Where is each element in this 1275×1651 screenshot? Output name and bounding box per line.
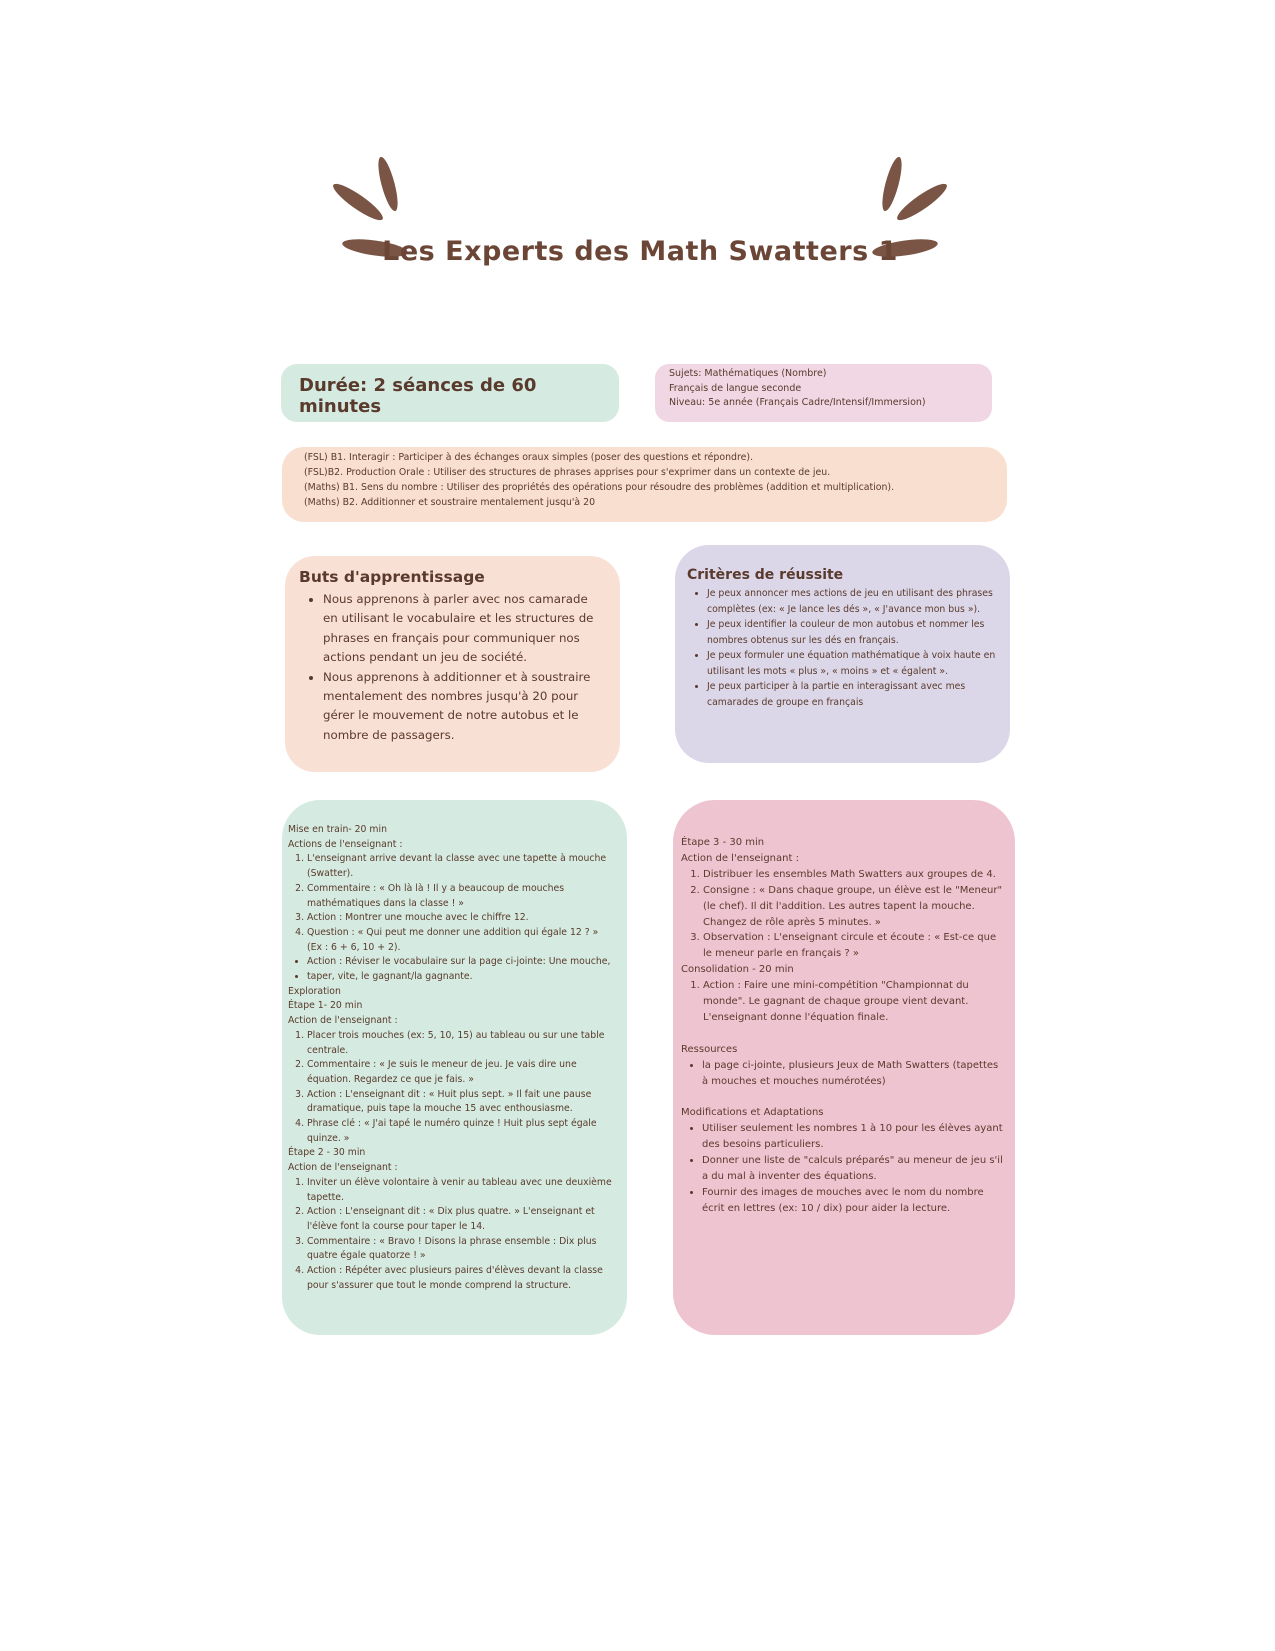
curriculum-expectations-box: [282, 447, 1007, 522]
expectation-line: (FSL) B1. Interagir : Participer à des échanges oraux simples (poser des questions et répondre).: [304, 452, 754, 463]
step3-item: 2. Consigne : « Dans chaque groupe, un élève est le "Meneur" (le chef). Il dit l'addition. Les autres tapent la mouche. Changez de rôle après 5 minutes. »: [703, 883, 1003, 931]
warmup-vocab-item: • taper, vite, le gagnant/la gagnante.: [307, 970, 615, 985]
warmup-vocab-list: [288, 955, 615, 984]
success-criteria-item: • Je peux identifier la couleur de mon autobus et nommer les nombres obtenus sur les dés en français.: [707, 617, 1000, 648]
consolidation-title: Consolidation - 20 min: [681, 964, 794, 976]
expectation-line: (Maths) B2. Additionner et soustraire mentalement jusqu'à 20: [304, 497, 596, 508]
consolidation-list: [681, 978, 1003, 1026]
expectation-line: (Maths) B1. Sens du nombre : Utiliser des propriétés des opérations pour résoudre des problèmes (addition et multiplication).: [304, 482, 895, 493]
modifications-title: Modifications et Adaptations: [681, 1107, 824, 1119]
success-criteria-box: [675, 545, 1010, 763]
step2-list: [288, 1176, 615, 1294]
learning-goals-box: [285, 556, 620, 772]
section-spacer: [681, 1089, 1003, 1105]
step2-item: 3. Commentaire : « Bravo ! Disons la phrase ensemble : Dix plus quatre égale quatorze ! »: [307, 1235, 615, 1264]
warmup-step: 1. L'enseignant arrive devant la classe avec une tapette à mouche (Swatter).: [307, 852, 615, 881]
step1-item: 1. Placer trois mouches (ex: 5, 10, 15) au tableau ou sur une table centrale.: [307, 1029, 615, 1058]
exploration-title: Exploration: [288, 985, 341, 997]
step3-item: 3. Observation : L'enseignant circule et écoute : « Est-ce que le meneur parle en français ? »: [703, 930, 1003, 962]
expectation-line: (FSL)B2. Production Orale : Utiliser des structures de phrases apprises pour s'exprimer dans un contexte de jeu.: [304, 467, 831, 478]
warmup-exploration-box: [282, 800, 627, 1335]
subject-line: Sujets: Mathématiques (Nombre): [669, 368, 827, 379]
step1-item: 2. Commentaire : « Je suis le meneur de jeu. Je vais dire une équation. Regardez ce que je fais. »: [307, 1058, 615, 1087]
step1-item: 3. Action : L'enseignant dit : « Huit plus sept. » Il fait une pause dramatique, puis tape la mouche 15 avec enthousiasme.: [307, 1088, 615, 1117]
learning-goals-heading: Buts d'apprentissage: [299, 568, 485, 586]
modifications-list: [681, 1121, 1003, 1216]
resources-title: Ressources: [681, 1043, 738, 1055]
step2-actions-label: Action de l'enseignant :: [288, 1162, 398, 1174]
section-spacer: [681, 1026, 1003, 1042]
step1-list: [288, 1029, 615, 1147]
step2-item: 4. Action : Répéter avec plusieurs paires d'élèves devant la classe pour s'assurer que tout le monde comprend la structure.: [307, 1264, 615, 1293]
success-criteria-item: • Je peux annoncer mes actions de jeu en utilisant des phrases complètes (ex: « Je lance les dés », « J'avance mon bus »).: [707, 586, 1000, 617]
subjects-box: [655, 364, 992, 422]
warmup-vocab-item: • Action : Réviser le vocabulaire sur la page ci-jointe: Une mouche,: [307, 955, 615, 970]
step1-actions-label: Action de l'enseignant :: [288, 1015, 398, 1027]
warmup-step: 3. Action : Montrer une mouche avec le chiffre 12.: [307, 911, 615, 926]
learning-goals-list: [299, 590, 606, 745]
warmup-step: 2. Commentaire : « Oh là là ! Il y a beaucoup de mouches mathématiques dans la classe ! »: [307, 882, 615, 911]
learning-goal-item: • Nous apprenons à additionner et à soustraire mentalement des nombres jusqu'à 20 pour gérer le mouvement de notre autobus et le nombre de passagers.: [323, 668, 606, 746]
success-criteria-item: • Je peux formuler une équation mathématique à voix haute en utilisant les mots « plus », « moins » et « égalent ».: [707, 648, 1000, 679]
modifications-item: • Fournir des images de mouches avec le nom du nombre écrit en lettres (ex: 10 / dix) pour aider la lecture.: [702, 1185, 1003, 1217]
modifications-item: • Donner une liste de "calculs préparés" au meneur de jeu s'il a du mal à inventer des équations.: [702, 1153, 1003, 1185]
success-criteria-item: • Je peux participer à la partie en interagissant avec mes camarades de groupe en français: [707, 679, 1000, 710]
subject-line: Niveau: 5e année (Français Cadre/Intensif/Immersion): [669, 397, 926, 408]
sun-rays-icon: [300, 150, 980, 290]
success-criteria-heading: Critères de réussite: [687, 567, 844, 583]
step1-title: Étape 1- 20 min: [288, 1000, 363, 1012]
resources-list: [681, 1058, 1003, 1090]
step2-item: 1. Inviter un élève volontaire à venir au tableau avec une deuxième tapette.: [307, 1176, 615, 1205]
step3-title: Étape 3 - 30 min: [681, 837, 765, 848]
step3-item: 1. Distribuer les ensembles Math Swatters aux groupes de 4.: [703, 867, 1003, 883]
consolidation-item: 1. Action : Faire une mini-compétition "Championnat du monde". Le gagnant de chaque groupe vient devant. L'enseignant donne l'équation finale.: [703, 978, 1003, 1026]
resources-item: • la page ci-jointe, plusieurs Jeux de Math Swatters (tapettes à mouches et mouches numérotées): [702, 1058, 1003, 1090]
step3-list: [681, 867, 1003, 962]
step1-item: 4. Phrase clé : « J'ai tapé le numéro quinze ! Huit plus sept égale quinze. »: [307, 1117, 615, 1146]
page-title: Les Experts des Math Swatters 1: [382, 236, 898, 267]
duration-box: Durée: 2 séances de 60 minutes: [281, 364, 619, 422]
learning-goal-item: • Nous apprenons à parler avec nos camarade en utilisant le vocabulaire et les structures de phrases en français pour communiquer nos actions pendant un jeu de société.: [323, 590, 606, 668]
warmup-actions-label: Actions de l'enseignant :: [288, 838, 403, 850]
success-criteria-list: [687, 586, 1000, 710]
step3-actions-label: Action de l'enseignant :: [681, 852, 799, 864]
title-banner: [300, 150, 980, 290]
warmup-title: Mise en train- 20 min: [288, 824, 387, 835]
warmup-steps-list: [288, 852, 615, 955]
step2-title: Étape 2 - 30 min: [288, 1147, 366, 1159]
step2-item: 2. Action : L'enseignant dit : « Dix plus quatre. » L'enseignant et l'élève font la course pour taper le 14.: [307, 1205, 615, 1234]
subject-line: Français de langue seconde: [669, 382, 802, 394]
modifications-item: • Utiliser seulement les nombres 1 à 10 pour les élèves ayant des besoins particuliers.: [702, 1121, 1003, 1153]
warmup-step: 4. Question : « Qui peut me donner une addition qui égale 12 ? » (Ex : 6 + 6, 10 + 2).: [307, 926, 615, 955]
practice-resources-box: [673, 800, 1015, 1335]
